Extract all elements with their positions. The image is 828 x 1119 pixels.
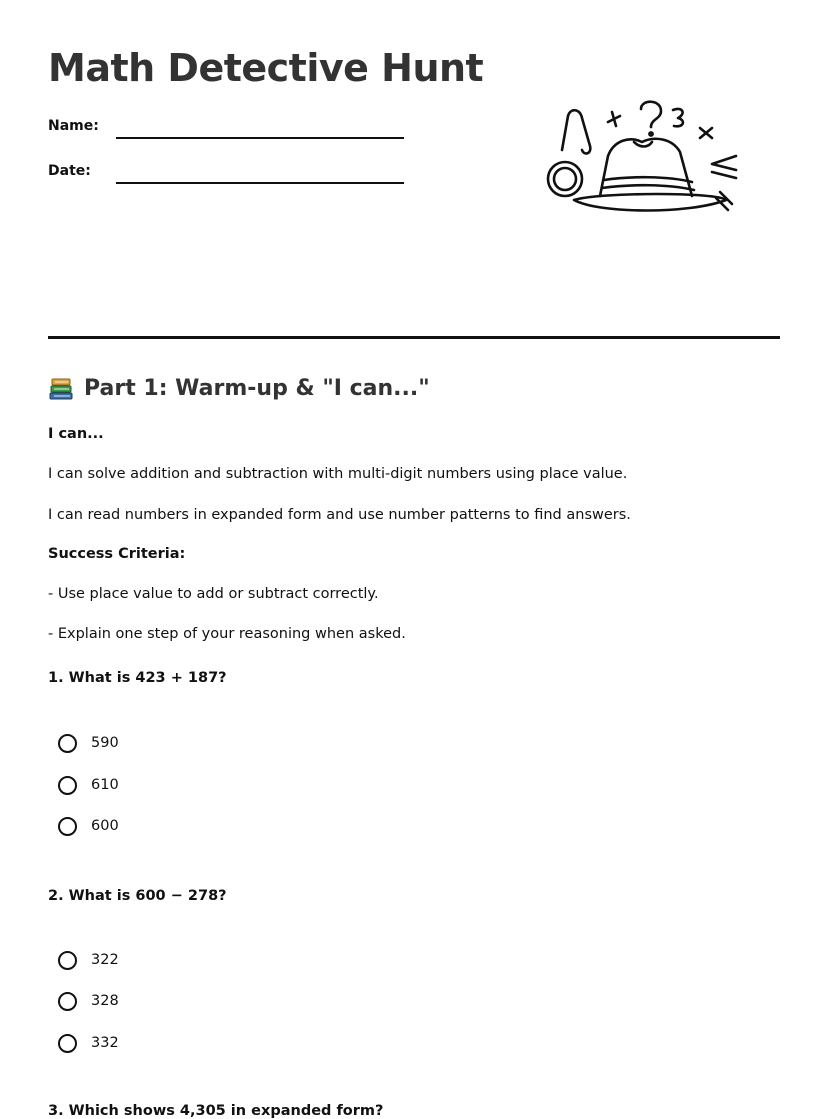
date-label: Date: — [48, 163, 91, 179]
part1-heading-text: Part 1: Warm-up & "I can..." — [84, 375, 430, 401]
question-2-prompt: 2. What is 600 − 278? — [48, 888, 227, 904]
option-label: 590 — [91, 735, 119, 751]
question-1-option[interactable] — [58, 731, 119, 755]
name-label: Name: — [48, 118, 99, 134]
option-label: 328 — [91, 993, 119, 1009]
question-3-prompt: 3. Which shows 4,305 in expanded form? — [48, 1103, 384, 1119]
option-label: 610 — [91, 777, 119, 793]
question-1-prompt: 1. What is 423 + 187? — [48, 670, 227, 686]
success-criteria-label: Success Criteria: — [48, 546, 186, 562]
radio-button[interactable] — [58, 776, 77, 795]
question-2-option[interactable] — [58, 1031, 119, 1055]
part1-heading — [48, 375, 430, 401]
radio-button[interactable] — [58, 817, 77, 836]
option-label: 600 — [91, 818, 119, 834]
option-label: 332 — [91, 1035, 119, 1051]
ican-item: I can solve addition and subtraction with multi-digit numbers using place value. — [48, 466, 628, 482]
question-2-option[interactable] — [58, 948, 119, 972]
ican-item: I can read numbers in expanded form and use number patterns to find answers. — [48, 507, 631, 523]
question-1-option[interactable] — [58, 773, 119, 797]
books-icon — [48, 375, 74, 401]
ican-label: I can... — [48, 426, 104, 442]
section-divider — [48, 336, 780, 339]
name-field-line[interactable] — [116, 137, 404, 139]
radio-button[interactable] — [58, 734, 77, 753]
radio-button[interactable] — [58, 951, 77, 970]
page-title: Math Detective Hunt — [48, 46, 484, 90]
radio-button[interactable] — [58, 992, 77, 1011]
success-criteria-item: - Explain one step of your reasoning when asked. — [48, 626, 406, 642]
question-1-option[interactable] — [58, 814, 119, 838]
option-label: 322 — [91, 952, 119, 968]
success-criteria-item: - Use place value to add or subtract correctly. — [48, 586, 379, 602]
date-field-line[interactable] — [116, 182, 404, 184]
detective-hat-icon — [540, 96, 750, 220]
question-2-option[interactable] — [58, 989, 119, 1013]
radio-button[interactable] — [58, 1034, 77, 1053]
